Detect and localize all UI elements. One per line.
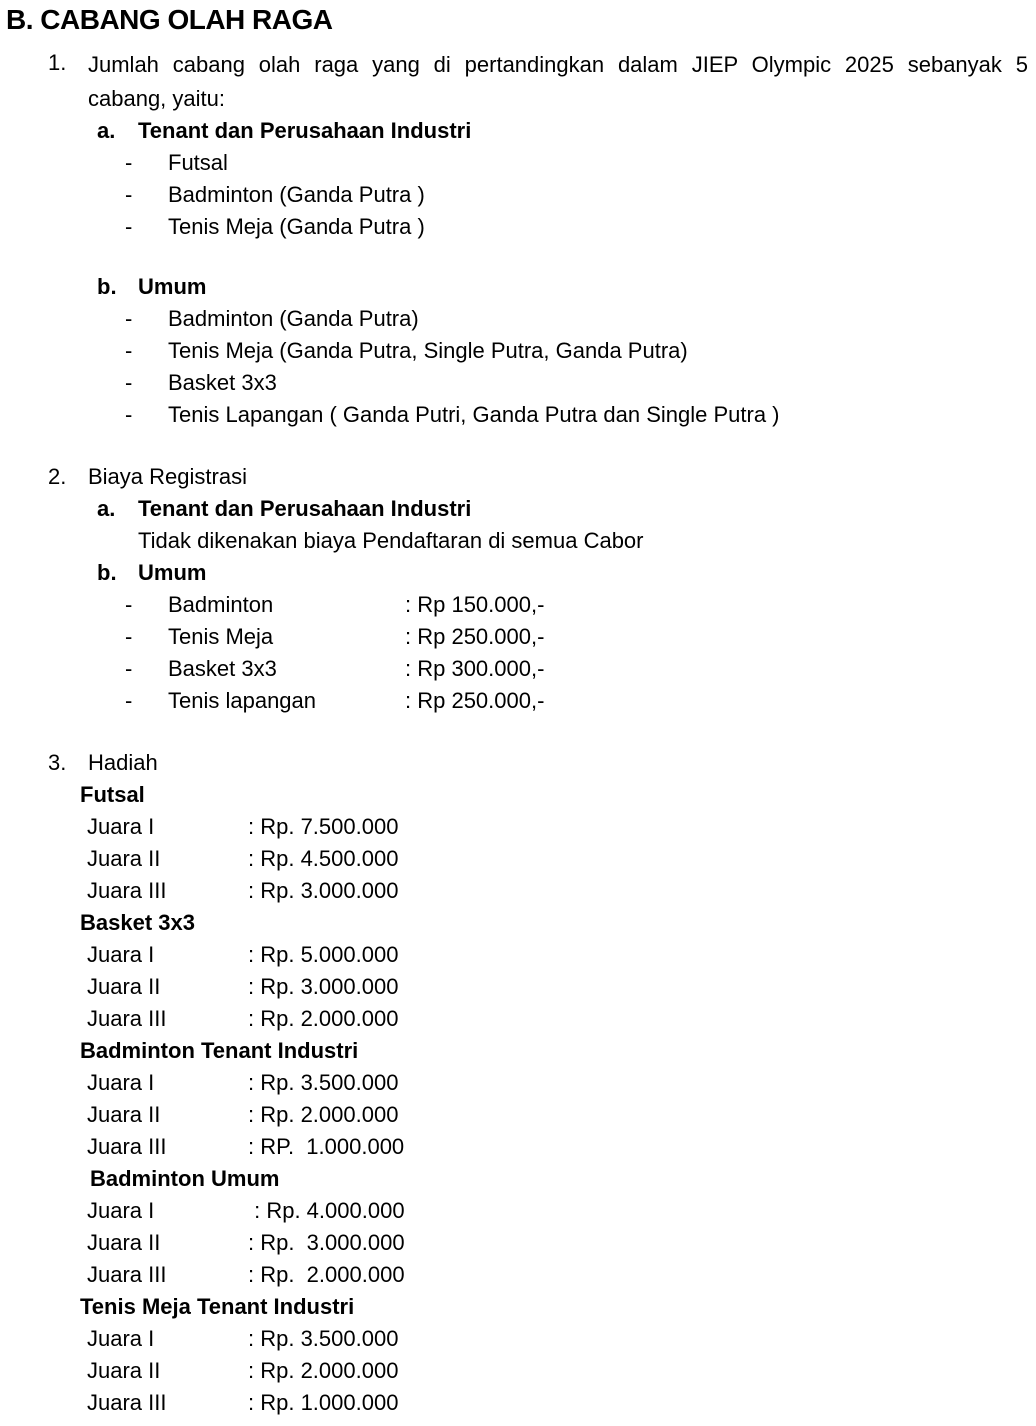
sport-item-text: Tenis Meja (Ganda Putra, Single Putra, Ganda Putra)	[168, 338, 688, 363]
section2-heading	[0, 461, 1036, 493]
subsection-b-heading	[0, 271, 1036, 303]
subsection-a-letter: a.	[97, 496, 116, 521]
sport-item-text: Basket 3x3	[168, 370, 277, 395]
fee-row	[0, 685, 1036, 717]
prize-amount: : Rp. 3.000.000	[248, 1230, 405, 1255]
prize-row	[0, 1067, 1036, 1099]
section3-heading	[0, 747, 1036, 779]
prize-amount: : Rp. 4.000.000	[248, 1198, 405, 1223]
free-registration-note: Tidak dikenakan biaya Pendaftaran di semua Cabor	[138, 528, 644, 553]
sport-item-text: Tenis Lapangan ( Ganda Putri, Ganda Putra dan Single Putra )	[168, 402, 780, 427]
prize-row	[0, 1323, 1036, 1355]
sport-list-item	[0, 147, 1036, 179]
prize-rank: Juara II	[87, 1358, 161, 1383]
bullet-dash: -	[125, 624, 133, 649]
bullet-dash: -	[125, 306, 133, 331]
prize-rank: Juara III	[87, 1006, 167, 1031]
sport-list-item	[0, 367, 1036, 399]
prize-row	[0, 1099, 1036, 1131]
sport-list-item	[0, 179, 1036, 211]
section-biaya-registrasi	[0, 461, 1036, 717]
prize-group-title-futsal: Futsal	[80, 782, 145, 807]
prize-rank: Juara II	[87, 1230, 161, 1255]
sport-list-item	[0, 303, 1036, 335]
subsection-b-letter: b.	[97, 274, 117, 299]
prize-row	[0, 875, 1036, 907]
prize-amount: : Rp. 7.500.000	[248, 814, 399, 839]
sport-item-text: Tenis Meja (Ganda Putra )	[168, 214, 425, 239]
prize-amount: : Rp. 4.500.000	[248, 846, 399, 871]
prize-row	[0, 1003, 1036, 1035]
prize-rank: Juara I	[87, 1070, 155, 1095]
prize-rank: Juara III	[87, 878, 167, 903]
prize-rank: Juara III	[87, 1134, 167, 1159]
prize-group-title-basket: Basket 3x3	[80, 910, 195, 935]
section1-intro-row	[0, 47, 1036, 115]
prize-rank: Juara II	[87, 846, 161, 871]
section3-number: 3.	[48, 750, 67, 775]
prize-amount: : Rp. 3.000.000	[248, 974, 399, 999]
section3-title: Hadiah	[88, 750, 158, 775]
prize-row	[0, 1227, 1036, 1259]
fee-amount: : Rp 250.000,-	[405, 688, 545, 713]
prize-rank: Juara I	[87, 942, 155, 967]
subsection-a-letter: a.	[97, 118, 116, 143]
section-cabang	[0, 47, 1036, 431]
prize-group-title-badminton-tenant: Badminton Tenant Industri	[80, 1038, 359, 1063]
fee-sport-name: Tenis lapangan	[168, 688, 317, 713]
bullet-dash: -	[125, 370, 133, 395]
bullet-dash: -	[125, 656, 133, 681]
prize-rank: Juara II	[87, 1102, 161, 1127]
bullet-dash: -	[125, 688, 133, 713]
prize-amount: : RP. 1.000.000	[248, 1134, 405, 1159]
prize-row	[0, 1355, 1036, 1387]
prize-row	[0, 843, 1036, 875]
subsection-a-title: Tenant dan Perusahaan Industri	[138, 496, 472, 521]
prize-rank: Juara I	[87, 1198, 155, 1223]
fee-sport-name: Tenis Meja	[168, 624, 274, 649]
bullet-dash: -	[125, 592, 133, 617]
section-hadiah	[0, 747, 1036, 1419]
prize-row	[0, 811, 1036, 843]
prize-amount: : Rp. 3.500.000	[248, 1326, 399, 1351]
prize-rank: Juara III	[87, 1390, 167, 1415]
sport-item-text: Badminton (Ganda Putra )	[168, 182, 425, 207]
section1-intro-line1: Jumlah cabang olah raga yang di pertandingkan dalam JIEP Olympic 2025 sebanyak 5	[88, 52, 1028, 77]
bullet-dash: -	[125, 150, 133, 175]
subsection-b-title: Umum	[138, 560, 207, 585]
prize-amount: : Rp. 5.000.000	[248, 942, 399, 967]
section1-intro-line2: cabang, yaitu:	[88, 86, 225, 111]
section1-intro	[88, 47, 1028, 115]
fee-row	[0, 589, 1036, 621]
sport-list-item	[0, 335, 1036, 367]
bullet-dash: -	[125, 402, 133, 427]
fee-amount: : Rp 150.000,-	[405, 592, 545, 617]
page-title: B. CABANG OLAH RAGA	[6, 4, 333, 35]
section2-title: Biaya Registrasi	[88, 464, 247, 489]
subsection-b-title: Umum	[138, 274, 207, 299]
prize-row	[0, 1131, 1036, 1163]
subsection-b-letter: b.	[97, 560, 117, 585]
prize-group-title-tenis-meja-tenant: Tenis Meja Tenant Industri	[80, 1294, 355, 1319]
fee-row	[0, 653, 1036, 685]
subsection-a-title: Tenant dan Perusahaan Industri	[138, 118, 472, 143]
fee-sport-name: Basket 3x3	[168, 656, 277, 681]
prize-amount: : Rp. 3.000.000	[248, 878, 399, 903]
fee-sport-name: Badminton	[168, 592, 274, 617]
bullet-dash: -	[125, 214, 133, 239]
prize-amount: : Rp. 2.000.000	[248, 1102, 399, 1127]
prize-amount: : Rp. 2.000.000	[248, 1358, 399, 1383]
prize-rank: Juara I	[87, 814, 155, 839]
sport-list-item	[0, 211, 1036, 243]
prize-rank: Juara I	[87, 1326, 155, 1351]
sport-item-text: Futsal	[168, 150, 228, 175]
fee-amount: : Rp 300.000,-	[405, 656, 545, 681]
prize-row	[0, 1259, 1036, 1291]
section2-number: 2.	[48, 464, 67, 489]
bullet-dash: -	[125, 338, 133, 363]
prize-amount: : Rp. 1.000.000	[248, 1390, 399, 1415]
section1-number: 1.	[48, 50, 67, 75]
prize-amount: : Rp. 2.000.000	[248, 1006, 399, 1031]
subsection-a-heading	[0, 493, 1036, 525]
prize-rank: Juara III	[87, 1262, 167, 1287]
subsection-a-heading	[0, 115, 1036, 147]
subsection-b-heading	[0, 557, 1036, 589]
prize-amount: : Rp. 2.000.000	[248, 1262, 405, 1287]
prize-amount: : Rp. 3.500.000	[248, 1070, 399, 1095]
sport-list-item	[0, 399, 1036, 431]
prize-row	[0, 971, 1036, 1003]
fee-amount: : Rp 250.000,-	[405, 624, 545, 649]
prize-group-title-badminton-umum: Badminton Umum	[90, 1166, 280, 1191]
fee-row	[0, 621, 1036, 653]
sport-item-text: Badminton (Ganda Putra)	[168, 306, 419, 331]
prize-row	[0, 1387, 1036, 1419]
prize-row	[0, 939, 1036, 971]
prize-rank: Juara II	[87, 974, 161, 999]
bullet-dash: -	[125, 182, 133, 207]
prize-row	[0, 1195, 1036, 1227]
